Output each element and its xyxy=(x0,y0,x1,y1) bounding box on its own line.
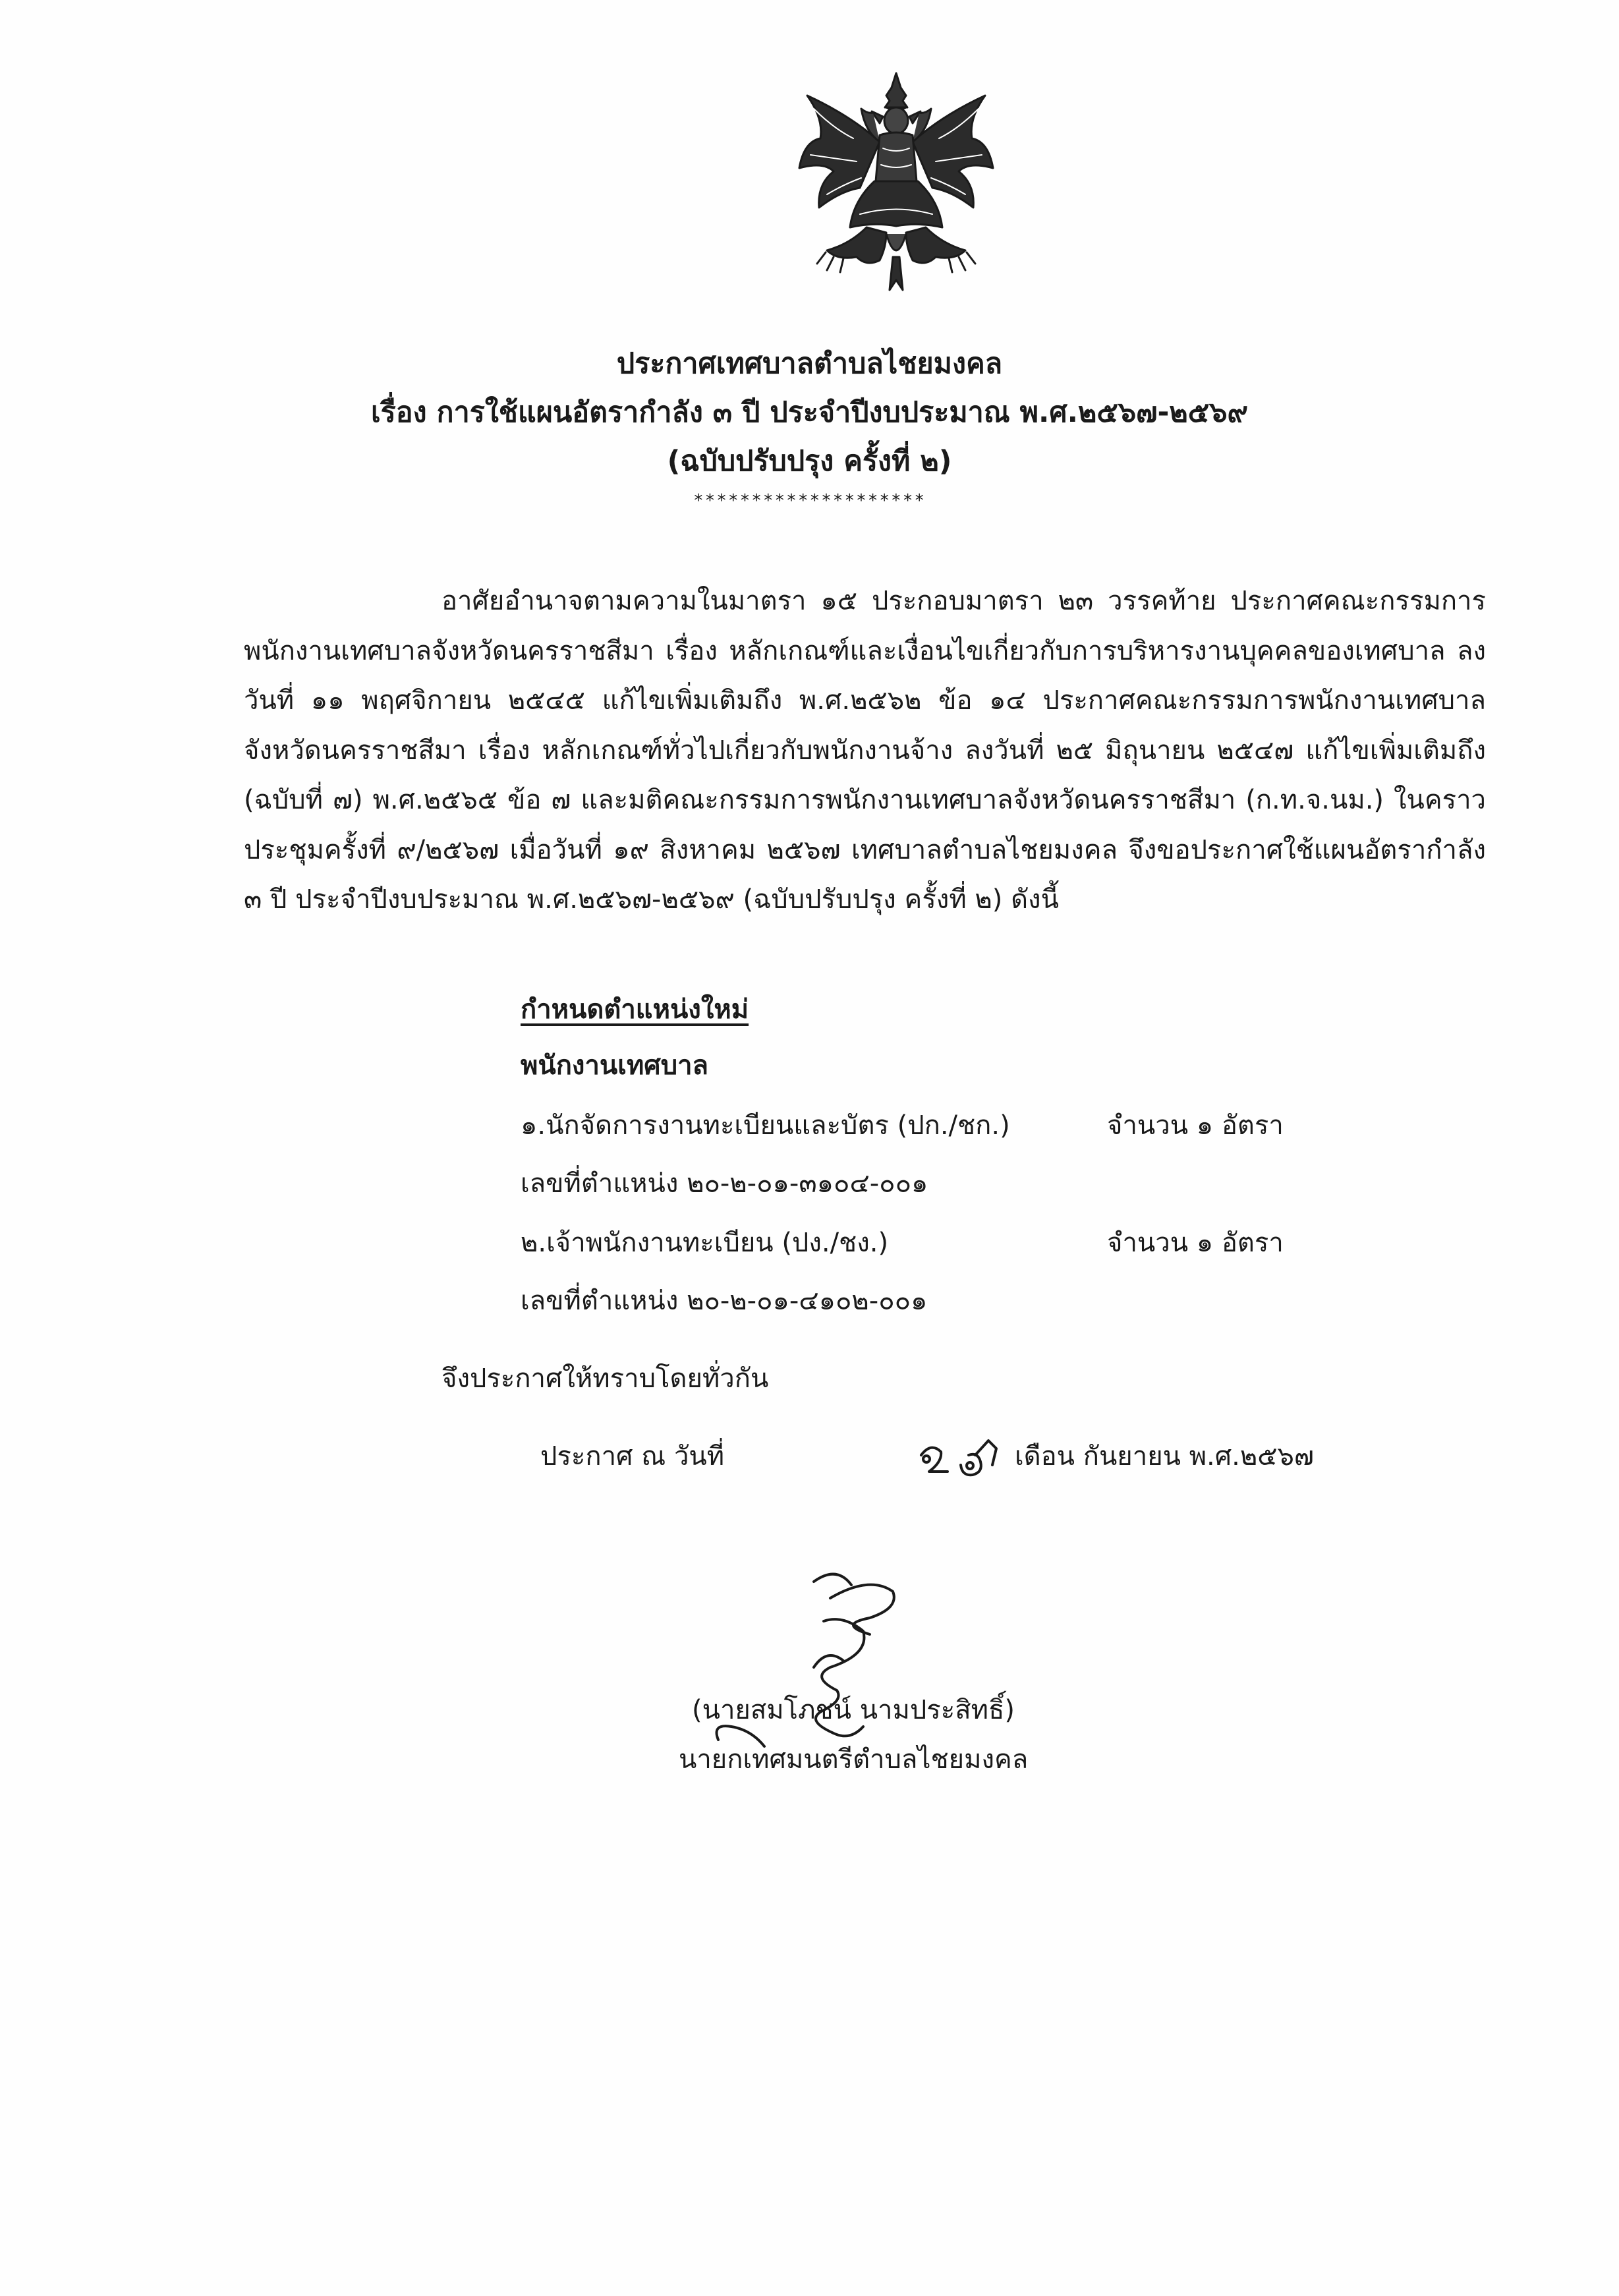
closing-notice: จึงประกาศให้ทราบโดยทั่วกัน xyxy=(441,1363,769,1394)
title-line-2: เรื่อง การใช้แผนอัตรากำลัง ๓ ปี ประจำปีงบประมาณ พ.ศ.๒๕๖๗-๒๕๖๙ xyxy=(370,396,1249,429)
signatory-position: นายกเทศมนตรีตำบลไชยมงคล xyxy=(679,1744,1029,1775)
title-line-1: ประกาศเทศบาลตำบลไชยมงคล xyxy=(616,347,1003,380)
position-1-count: จำนวน ๑ อัตรา xyxy=(1107,1110,1284,1141)
employee-type-subheading: พนักงานเทศบาล xyxy=(521,1050,709,1081)
signatory-name: (นายสมโภชน์ นามประสิทธิ์) xyxy=(692,1695,1015,1725)
position-2-count: จำนวน ๑ อัตรา xyxy=(1107,1228,1284,1258)
title-separator: ******************** xyxy=(693,491,926,511)
new-positions-heading: กำหนดตำแหน่งใหม่ xyxy=(521,994,749,1025)
position-2-number: เลขที่ตำแหน่ง ๒๐-๒-๐๑-๔๑๐๒-๐๐๑ xyxy=(521,1286,928,1316)
body-paragraph: อาศัยอำนาจตามความในมาตรา ๑๕ ประกอบมาตรา ๒๓ วรรคท้าย ประกาศคณะกรรมการพนักงานเทศบาลจังหวัดนครราชสีมา เรื่อง หลักเกณฑ์และเงื่อนไขเกี่ยวกับการบริหารงานบุคคลของเทศบาล ลงวันที่ ๑๑ พฤศจิกายน ๒๕๔๕ แก้ไขเพิ่มเติมถึง พ.ศ.๒๕๖๒ ข้อ ๑๔ ประกาศคณะกรรมการพนักงานเทศบาลจังหวัดนครราชสีมา เรื่อง หลักเกณฑ์ทั่วไปเกี่ยวกับพนักงานจ้าง ลงวันที่ ๒๕ มิถุนายน ๒๕๔๗ แก้ไขเพิ่มเติมถึง (ฉบับที่ ๗) พ.ศ.๒๕๖๕ ข้อ ๗ และมติคณะกรรมการพนักงานเทศบาลจังหวัดนครราชสีมา (ก.ท.จ.นม.) ในคราวประชุมครั้งที่ ๙/๒๕๖๗ เมื่อวันที่ ๑๙ สิงหาคม ๒๕๖๗ เทศบาลตำบลไชยมงคล จึงขอประกาศใช้แผนอัตรากำลัง ๓ ปี ประจำปีงบประมาณ พ.ศ.๒๕๖๗-๒๕๖๙ (ฉบับปรับปรุง ครั้งที่ ๒) ดังนี้ xyxy=(244,586,1486,915)
handwritten-date-day xyxy=(915,1435,1013,1488)
announcement-date-prefix: ประกาศ ณ วันที่ xyxy=(540,1441,725,1472)
announcement-date-suffix: เดือน กันยายน พ.ศ.๒๕๖๗ xyxy=(1015,1441,1314,1472)
title-line-3: (ฉบับปรับปรุง ครั้งที่ ๒) xyxy=(667,445,952,478)
document-title xyxy=(0,339,1619,486)
garuda-emblem xyxy=(787,69,1005,300)
position-1-number: เลขที่ตำแหน่ง ๒๐-๒-๐๑-๓๑๐๔-๐๐๑ xyxy=(521,1168,928,1199)
position-2-title: ๒.เจ้าพนักงานทะเบียน (ปง./ชง.) xyxy=(521,1228,889,1258)
handwritten-signature xyxy=(672,1568,962,1766)
position-1-title: ๑.นักจัดการงานทะเบียนและบัตร (ปก./ชก.) xyxy=(521,1110,1010,1141)
